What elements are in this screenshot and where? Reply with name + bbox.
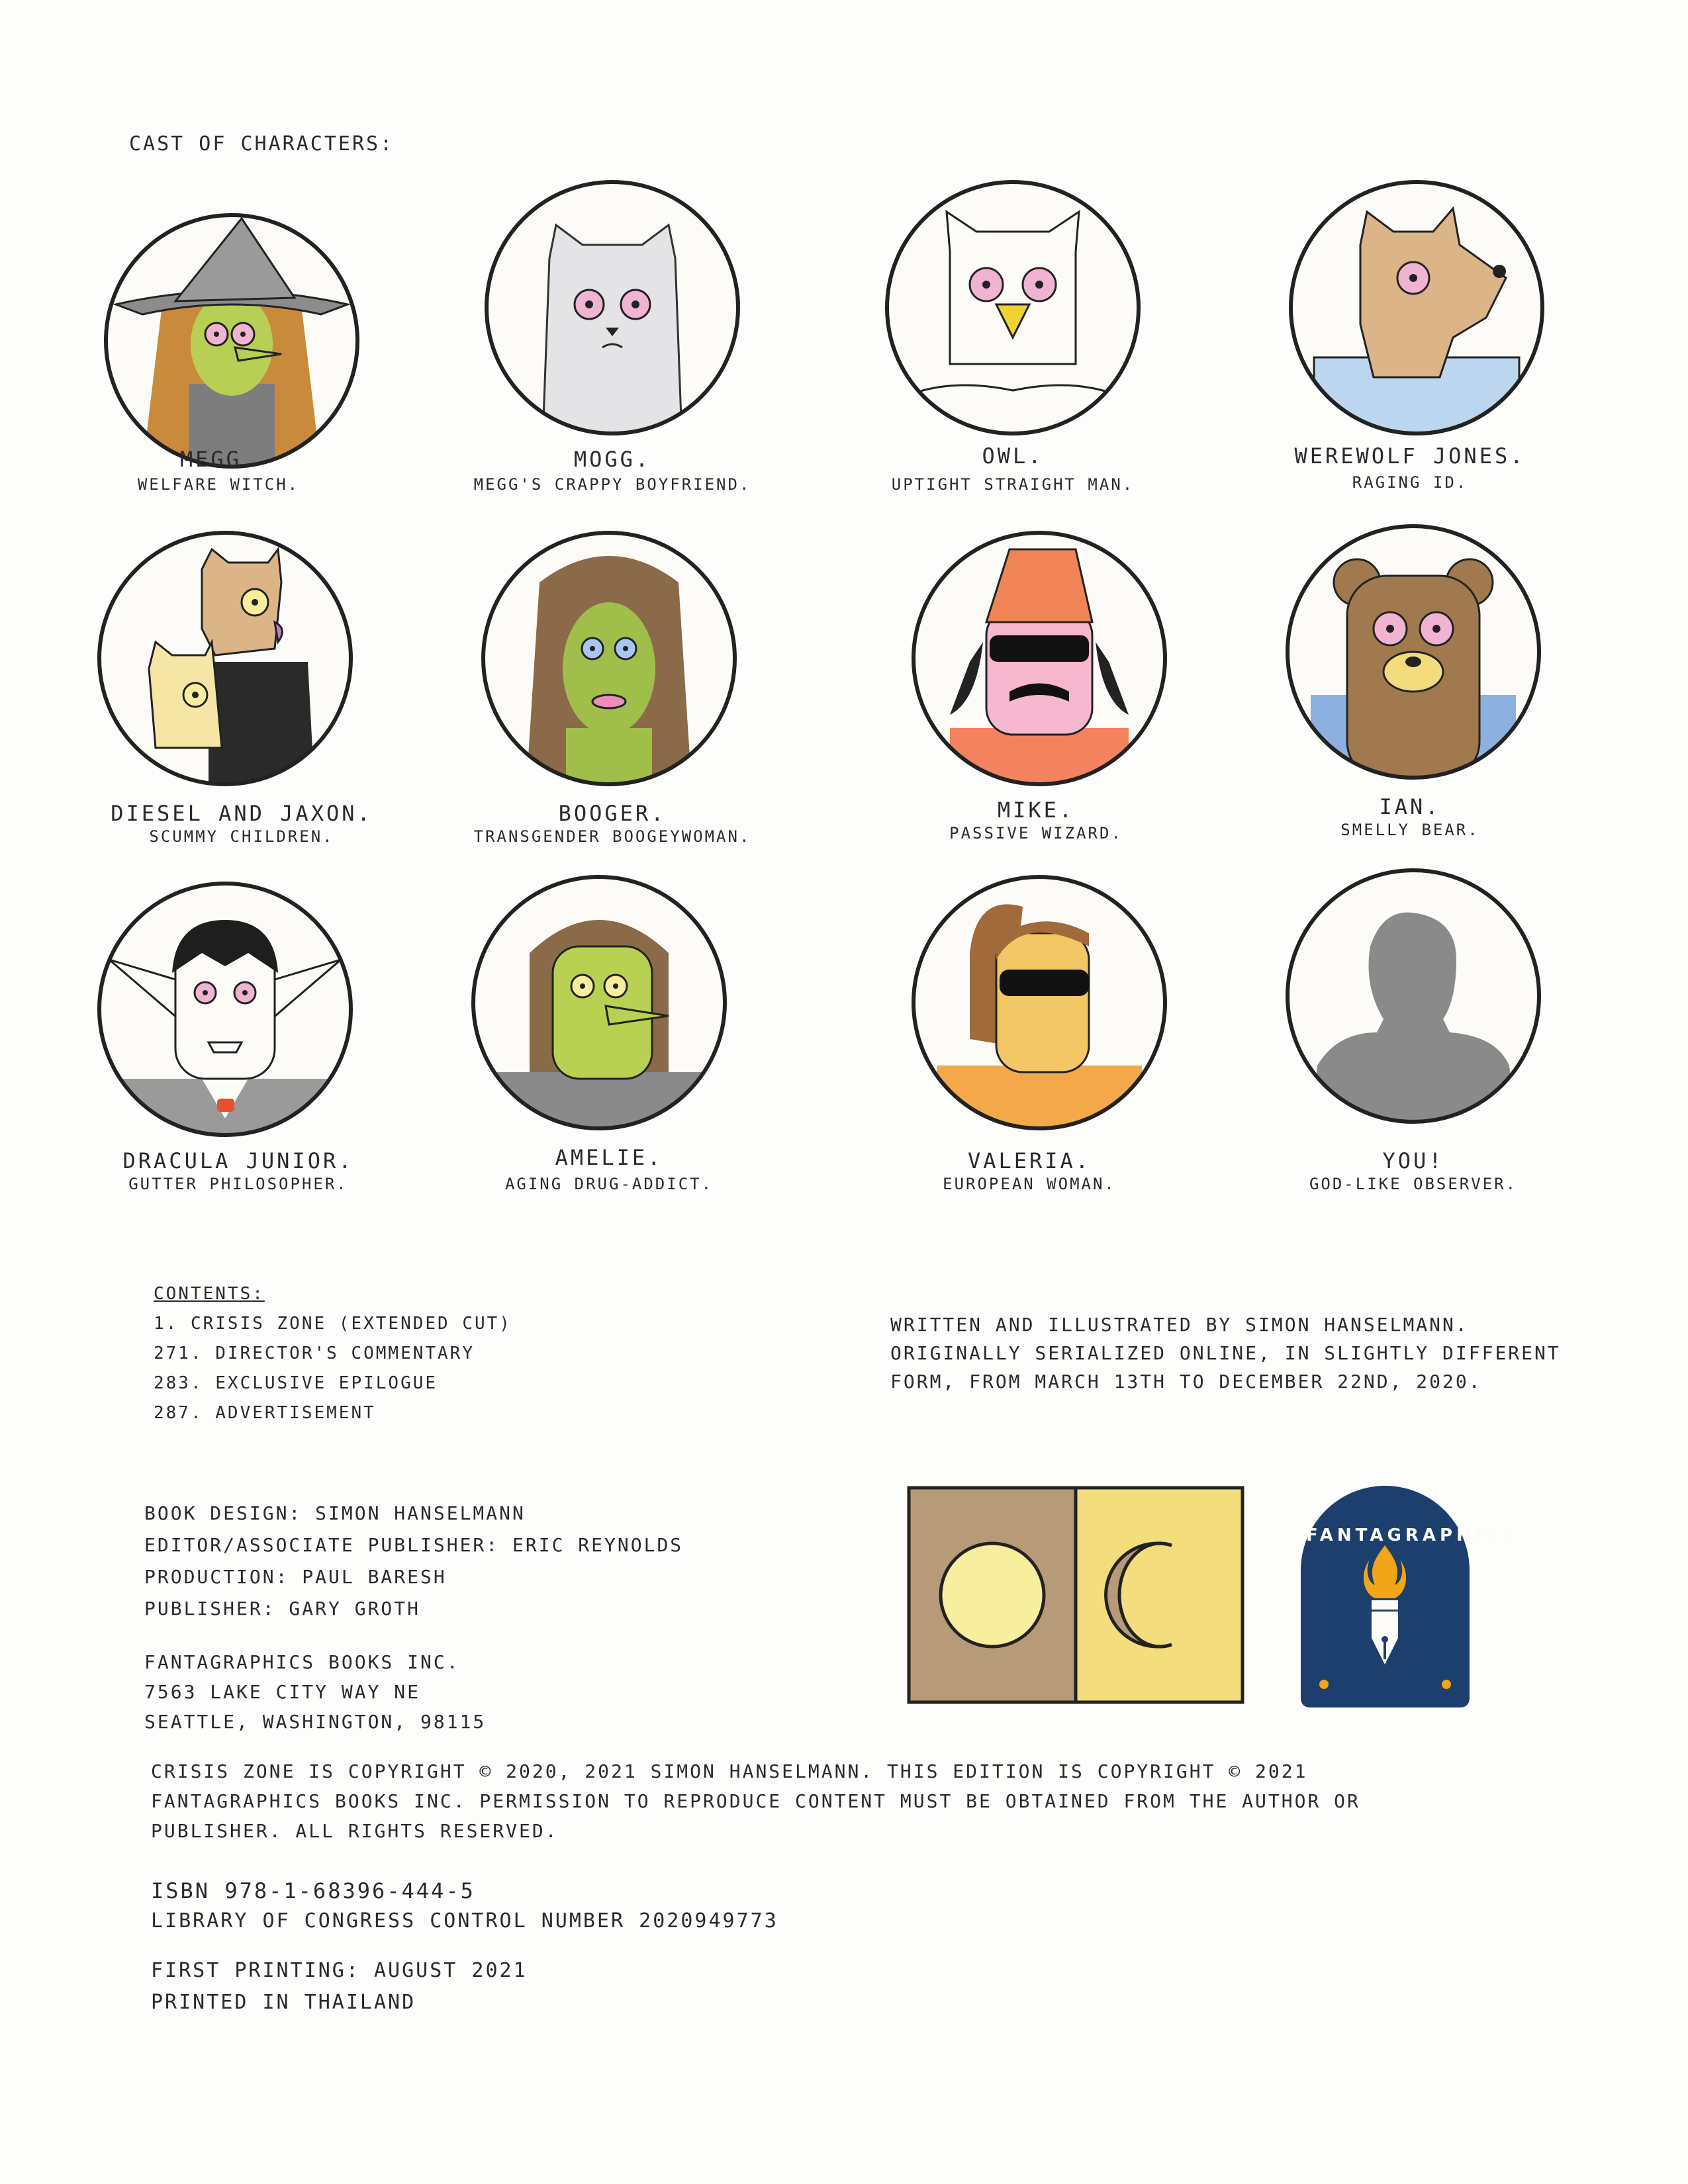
copyright-line: FANTAGRAPHICS BOOKS INC. PERMISSION TO REPRODUCE CONTENT MUST BE OBTAINED FROM THE AUTHOR OR [151, 1790, 1360, 1812]
portrait-werewolf-jones [1288, 179, 1546, 437]
written-by-line: WRITTEN AND ILLUSTRATED BY SIMON HANSELMANN. [890, 1314, 1469, 1336]
portrait-valeria [910, 874, 1168, 1132]
portrait-amelie [470, 874, 728, 1132]
contents-item: 1. CRISIS ZONE (EXTENDED CUT) [154, 1314, 512, 1334]
portrait-owl [884, 179, 1142, 437]
character-name: MOGG. [573, 447, 651, 472]
portrait-megg [103, 212, 361, 470]
character-desc: WELFARE WITCH. [137, 475, 300, 494]
copyright-line: PUBLISHER. ALL RIGHTS RESERVED. [151, 1820, 559, 1842]
character-name: DRACULA JUNIOR. [122, 1148, 354, 1173]
credit-line: BOOK DESIGN: SIMON HANSELMANN [144, 1502, 526, 1524]
character-name: AMELIE. [555, 1145, 663, 1170]
cast-title: CAST OF CHARACTERS: [129, 132, 395, 156]
portrait-diesel-and-jaxon [96, 529, 354, 788]
address-line: FANTAGRAPHICS BOOKS INC. [144, 1651, 460, 1673]
contents-item: 287. ADVERTISEMENT [154, 1403, 376, 1423]
credit-line: PUBLISHER: GARY GROTH [144, 1598, 421, 1619]
character-desc: PASSIVE WIZARD. [949, 824, 1123, 842]
portrait-mike [910, 529, 1168, 788]
character-desc: SCUMMY CHILDREN. [149, 827, 334, 846]
character-name: MEGG. [179, 447, 258, 472]
address-line: 7563 LAKE CITY WAY NE [144, 1681, 421, 1703]
copyright-line: CRISIS ZONE IS COPYRIGHT © 2020, 2021 SIMON HANSELMANN. THIS EDITION IS COPYRIGHT © 2021 [151, 1760, 1308, 1782]
logo-text: FANTAGRAPHICS [1306, 1525, 1519, 1545]
contents-item: 271. DIRECTOR'S COMMENTARY [154, 1343, 475, 1363]
address-line: SEATTLE, WASHINGTON, 98115 [144, 1711, 487, 1733]
isbn-line: ISBN 978-1-68396-444-5 [151, 1878, 475, 1903]
character-desc: GUTTER PHILOSOPHER. [128, 1175, 348, 1193]
character-desc: UPTIGHT STRAIGHT MAN. [891, 475, 1135, 494]
loc-control-number: LIBRARY OF CONGRESS CONTROL NUMBER 2020949773 [151, 1909, 778, 1933]
character-name: BOOGER. [558, 801, 667, 826]
written-by-line: FORM, FROM MARCH 13TH TO DECEMBER 22ND, 2020. [890, 1371, 1482, 1392]
printing-line: FIRST PRINTING: AUGUST 2021 [151, 1959, 528, 1982]
contents-title: CONTENTS: [154, 1284, 265, 1304]
credit-line: EDITOR/ASSOCIATE PUBLISHER: ERIC REYNOLDS [144, 1534, 684, 1556]
character-desc: MEGG'S CRAPPY BOYFRIEND. [473, 475, 751, 494]
contents-item: 283. EXCLUSIVE EPILOGUE [154, 1373, 438, 1393]
portrait-dracula-junior [96, 880, 354, 1138]
character-desc: AGING DRUG-ADDICT. [504, 1175, 714, 1193]
printing-line: PRINTED IN THAILAND [151, 1991, 416, 2014]
character-name: MIKE. [997, 797, 1075, 823]
fantagraphics-logo [1301, 1486, 1519, 1707]
character-name: IAN. [1379, 794, 1441, 819]
character-desc: EUROPEAN WOMAN. [943, 1175, 1116, 1193]
character-name: OWL. [982, 443, 1044, 469]
character-desc: RAGING ID. [1352, 473, 1468, 492]
character-desc: GOD-LIKE OBSERVER. [1309, 1175, 1518, 1193]
portrait-ian [1284, 523, 1542, 781]
sun-moon-emblem [907, 1486, 1244, 1704]
portrait-booger [480, 529, 738, 788]
logo-wordmark [1301, 1486, 1519, 1707]
character-desc: SMELLY BEAR. [1340, 821, 1479, 839]
character-desc: TRANSGENDER BOOGEYWOMAN. [473, 827, 751, 846]
character-name: VALERIA. [967, 1148, 1092, 1173]
character-name: WEREWOLF JONES. [1294, 443, 1526, 469]
written-by-line: ORIGINALLY SERIALIZED ONLINE, IN SLIGHTLY DIFFERENT [890, 1342, 1561, 1364]
credit-line: PRODUCTION: PAUL BARESH [144, 1566, 447, 1588]
portrait-you-silhouette [1284, 867, 1542, 1125]
portrait-mogg [483, 179, 741, 437]
character-name: DIESEL AND JAXON. [111, 801, 373, 826]
character-name: YOU! [1382, 1148, 1444, 1173]
